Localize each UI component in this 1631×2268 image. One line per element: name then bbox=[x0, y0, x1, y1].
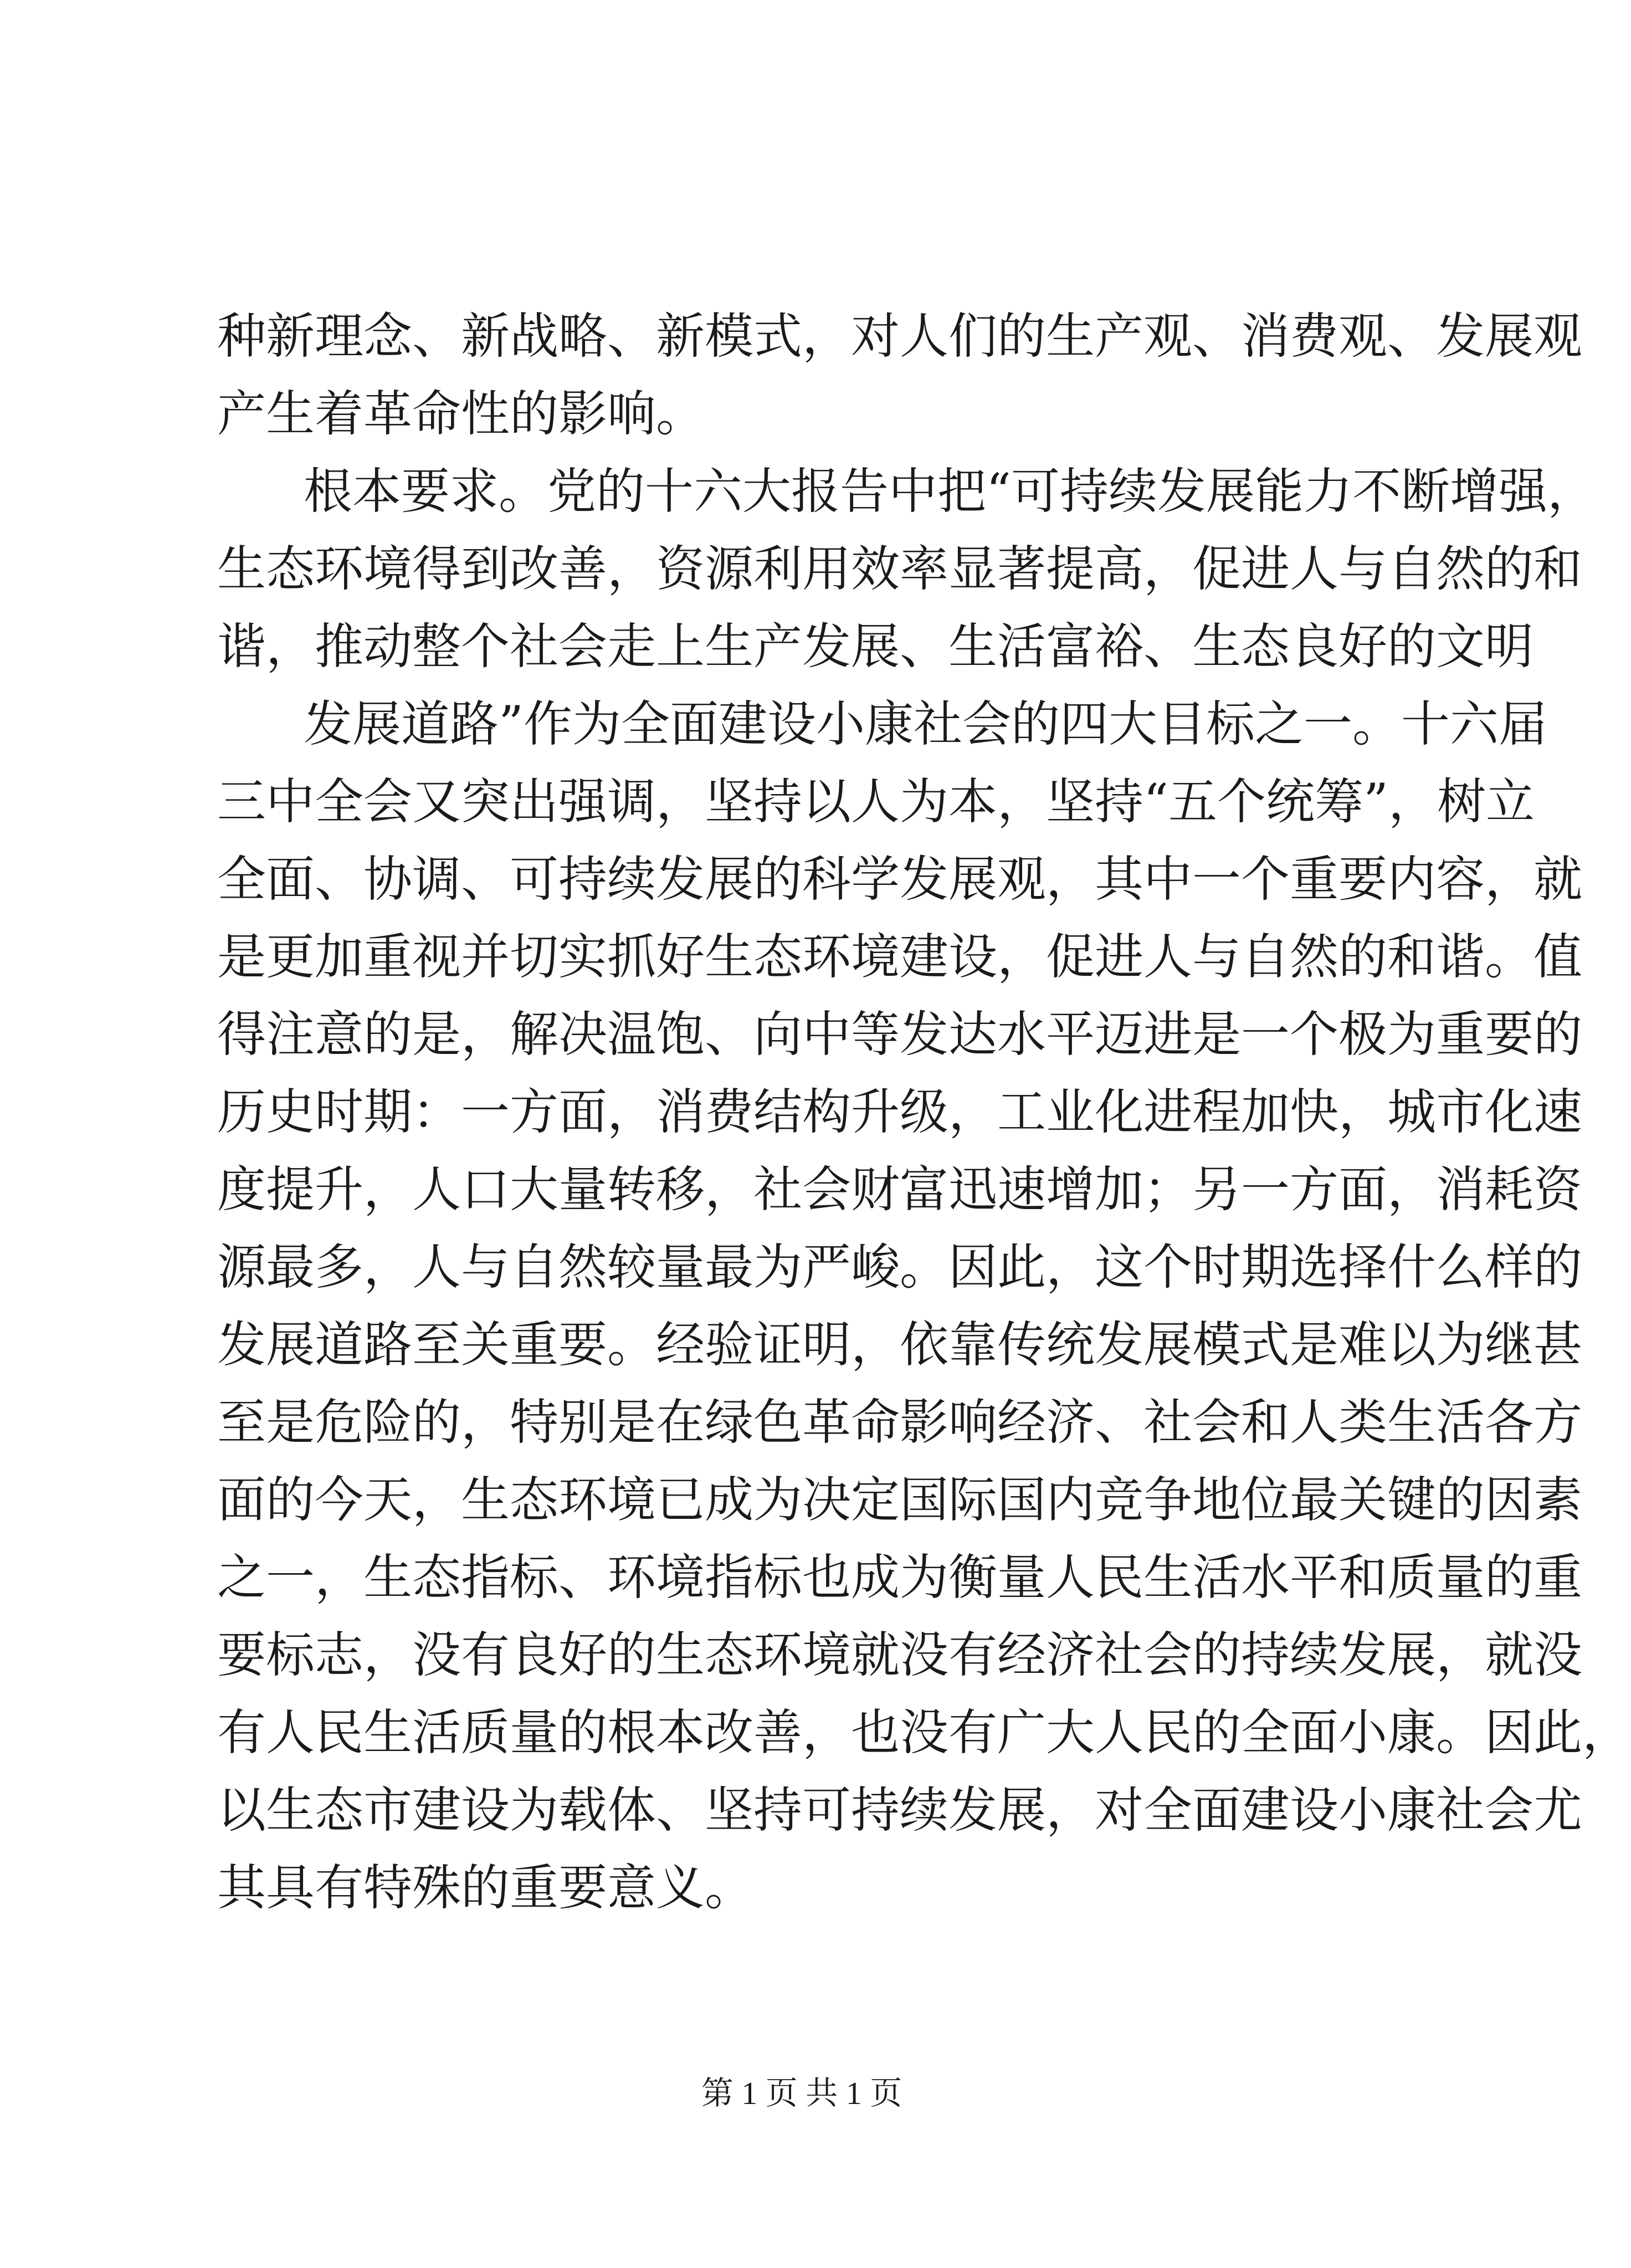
body-line-2: 产生着革命性的影响。 bbox=[217, 385, 705, 442]
paragraph-3-line-8: 源最多，人与自然较量最为严峻。因此，这个时期选择什么样的 bbox=[217, 1238, 1583, 1296]
paragraph-2-line-3: 谐，推动整个社会走上生产发展、生活富裕、生态良好的文明 bbox=[217, 618, 1534, 675]
paragraph-3-line-2: 三中全会又突出强调，坚持以人为本，坚持“五个统筹”，树立 bbox=[217, 773, 1535, 830]
paragraph-3-line-3: 全面、协调、可持续发展的科学发展观，其中一个重要内容，就 bbox=[217, 851, 1583, 908]
paragraph-3-line-13: 要标志，没有良好的生态环境就没有经济社会的持续发展，就没 bbox=[217, 1626, 1583, 1683]
body-line-1: 种新理念、新战略、新模式，对人们的生产观、消费观、发展观 bbox=[217, 308, 1583, 365]
paragraph-3-line-11: 面的今天，生态环境已成为决定国际国内竞争地位最关键的因素 bbox=[217, 1471, 1583, 1528]
page-footer: 第 1 页 共 1 页 bbox=[701, 2075, 902, 2111]
paragraph-2-line-1: 根本要求。党的十六大报告中把“可持续发展能力不断增强， bbox=[304, 463, 1596, 520]
paragraph-3-line-12: 之一，生态指标、环境指标也成为衡量人民生活水平和质量的重 bbox=[217, 1549, 1583, 1606]
paragraph-3-line-10: 至是危险的，特别是在绿色革命影响经济、社会和人类生活各方 bbox=[217, 1394, 1583, 1451]
paragraph-3-line-15: 以生态市建设为载体、坚持可持续发展，对全面建设小康社会尤 bbox=[217, 1781, 1583, 1839]
paragraph-3-line-16: 其具有特殊的重要意义。 bbox=[217, 1859, 754, 1916]
paragraph-3-line-7: 度提升，人口大量转移，社会财富迅速增加；另一方面，消耗资 bbox=[217, 1161, 1583, 1218]
paragraph-2-line-2: 生态环境得到改善，资源利用效率显著提高，促进人与自然的和 bbox=[217, 540, 1583, 597]
paragraph-3-line-1: 发展道路”作为全面建设小康社会的四大目标之一。十六届 bbox=[304, 695, 1547, 752]
paragraph-3-line-9: 发展道路至关重要。经验证明，依靠传统发展模式是难以为继甚 bbox=[217, 1316, 1583, 1373]
paragraph-3-line-4: 是更加重视并切实抓好生态环境建设，促进人与自然的和谐。值 bbox=[217, 928, 1583, 985]
paragraph-3-line-5: 得注意的是，解决温饱、向中等发达水平迈进是一个极为重要的 bbox=[217, 1006, 1583, 1063]
paragraph-3-line-14: 有人民生活质量的根本改善，也没有广大人民的全面小康。因此， bbox=[217, 1704, 1631, 1761]
paragraph-3-line-6: 历史时期：一方面，消费结构升级，工业化进程加快，城市化速 bbox=[217, 1083, 1583, 1140]
